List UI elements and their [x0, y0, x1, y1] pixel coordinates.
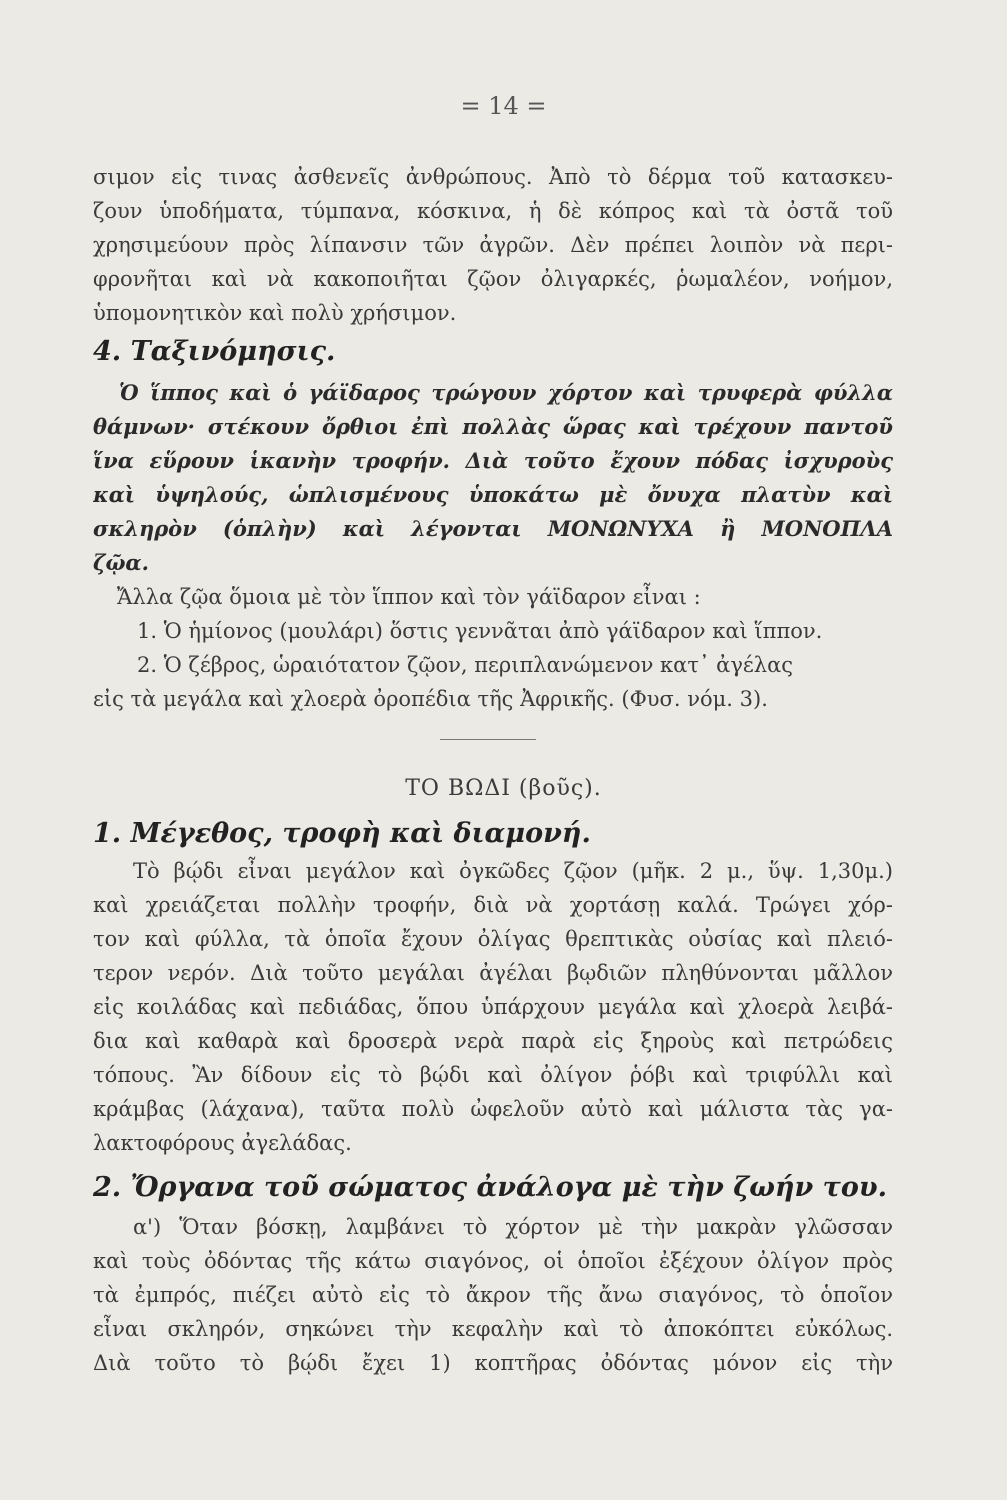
text-line: τον καὶ φύλλα, τὰ ὁποῖα ἔχουν ὀλίγας θρεπτικὰς οὐσίας καὶ πλειό-: [93, 927, 893, 951]
text-line: εἶναι σκληρόν, σηκώνει τὴν κεφαλὴν καὶ τὸ ἀποκόπτει εὐκόλως.: [93, 1317, 893, 1341]
text-line: εἰς κοιλάδας καὶ πεδιάδας, ὅπου ὑπάρχουν μεγάλα καὶ χλοερὰ λειβά-: [93, 995, 893, 1019]
text-line: τόπους. Ἂν δίδουν εἰς τὸ βῴδι καὶ ὀλίγον ῥόβι καὶ τριφύλλι καὶ: [93, 1063, 893, 1087]
text-line: τὰ ἐμπρός, πιέζει αὐτὸ εἰς τὸ ἄκρον τῆς ἄνω σιαγόνος, τὸ ὁποῖον: [93, 1283, 893, 1307]
text-line: φρονῆται καὶ νὰ κακοποιῆται ζῷον ὀλιγαρκές, ῥωμαλέον, νοήμον,: [93, 267, 893, 291]
text-line: Ἄλλα ζῷα ὅμοια μὲ τὸν ἵππον καὶ τὸν γάϊδαρον εἶναι :: [117, 585, 701, 609]
text-line: εἰς τὰ μεγάλα καὶ χλοερὰ ὀροπέδια τῆς Ἀφρικῆς. (Φυσ. νόμ. 3).: [93, 687, 768, 711]
text-line: σιμον εἰς τινας ἀσθενεῖς ἀνθρώπους. Ἀπὸ τὸ δέρμα τοῦ κατασκευ-: [93, 165, 893, 189]
text-line: καὶ ὑψηλούς, ὡπλισμένους ὑποκάτω μὲ ὄνυχα πλατὺν καὶ: [93, 482, 893, 507]
chapter-title: ΤΟ ΒΩΔΙ (βοῦς).: [405, 776, 602, 801]
text-line: ὑπομονητικὸν καὶ πολὺ χρήσιμον.: [93, 301, 457, 325]
page-number: = 14 =: [460, 92, 547, 120]
text-line: Τὸ βῴδι εἶναι μεγάλον καὶ ὀγκῶδες ζῷον (μῆκ. 2 μ., ὕψ. 1,30μ.): [133, 859, 893, 883]
text-line: καὶ τοὺς ὀδόντας τῆς κάτω σιαγόνος, οἱ ὁποῖοι ἐξέχουν ὀλίγον πρὸς: [93, 1249, 893, 1273]
text-line: ζῷα.: [93, 550, 149, 575]
text-line: χρησιμεύουν πρὸς λίπανσιν τῶν ἀγρῶν. Δὲν πρέπει λοιπὸν νὰ περι-: [93, 233, 893, 257]
text-line: α') Ὅταν βόσκῃ, λαμβάνει τὸ χόρτον μὲ τὴν μακρὰν γλῶσσαν: [133, 1215, 893, 1239]
text-line: τερον νερόν. Διὰ τοῦτο μεγάλαι ἀγέλαι βῳδιῶν πληθύνονται μᾶλλον: [93, 961, 893, 985]
text-line: σκληρὸν (ὁπλὴν) καὶ λέγονται ΜΟΝΩΝΥΧΑ ἢ ΜΟΝΟΠΛΑ: [93, 516, 893, 541]
text-line: ἵνα εὕρουν ἱκανὴν τροφήν. Διὰ τοῦτο ἔχουν πόδας ἰσχυροὺς: [93, 448, 893, 473]
list-item: 1. Ὁ ἡμίονος (μουλάρι) ὅστις γεννᾶται ἀπὸ γάϊδαρον καὶ ἵππον.: [137, 619, 823, 643]
section-4-list: [93, 580, 893, 716]
text-line: θάμνων· στέκουν ὄρθιοι ἐπὶ πολλὰς ὥρας καὶ τρέχουν παντοῦ: [93, 414, 893, 439]
text-line: καὶ χρειάζεται πολλὴν τροφήν, διὰ νὰ χορτάσῃ καλά. Τρώγει χόρ-: [93, 893, 893, 917]
section-1-paragraph: [93, 854, 893, 1160]
text-line: κράμβας (λάχανα), ταῦτα πολὺ ὠφελοῦν αὐτὸ καὶ μάλιστα τὰς γα-: [93, 1097, 893, 1121]
text-line: ζουν ὑποδήματα, τύμπανα, κόσκινα, ἡ δὲ κόπρος καὶ τὰ ὀστᾶ τοῦ: [93, 199, 893, 223]
intro-paragraph: [93, 160, 893, 330]
section-heading-4: 4. Ταξινόμησις.: [93, 336, 336, 367]
section-4-bold-paragraph: [93, 376, 893, 580]
text-line: λακτοφόρους ἀγελάδας.: [93, 1131, 352, 1155]
text-line: δια καὶ καθαρὰ καὶ δροσερὰ νερὰ παρὰ εἰς ξηροὺς καὶ πετρώδεις: [93, 1029, 893, 1053]
section-heading-1: 1. Μέγεθος, τροφὴ καὶ διαμονή.: [93, 818, 591, 849]
section-heading-2: 2. Ὄργανα τοῦ σώματος ἀνάλογα μὲ τὴν ζωήν του.: [93, 1172, 887, 1203]
list-item: 2. Ὁ ζέβρος, ὡραιότατον ζῷον, περιπλανώμενον κατ᾽ ἀγέλας: [137, 653, 794, 677]
section-2-paragraph: [93, 1210, 893, 1380]
divider: [440, 739, 536, 740]
text-line: Διὰ τοῦτο τὸ βῴδι ἔχει 1) κοπτῆρας ὀδόντας μόνον εἰς τὴν: [93, 1351, 893, 1375]
text-line: Ὁ ἵππος καὶ ὁ γάϊδαρος τρώγουν χόρτον καὶ τρυφερὰ φύλλα: [119, 380, 893, 405]
